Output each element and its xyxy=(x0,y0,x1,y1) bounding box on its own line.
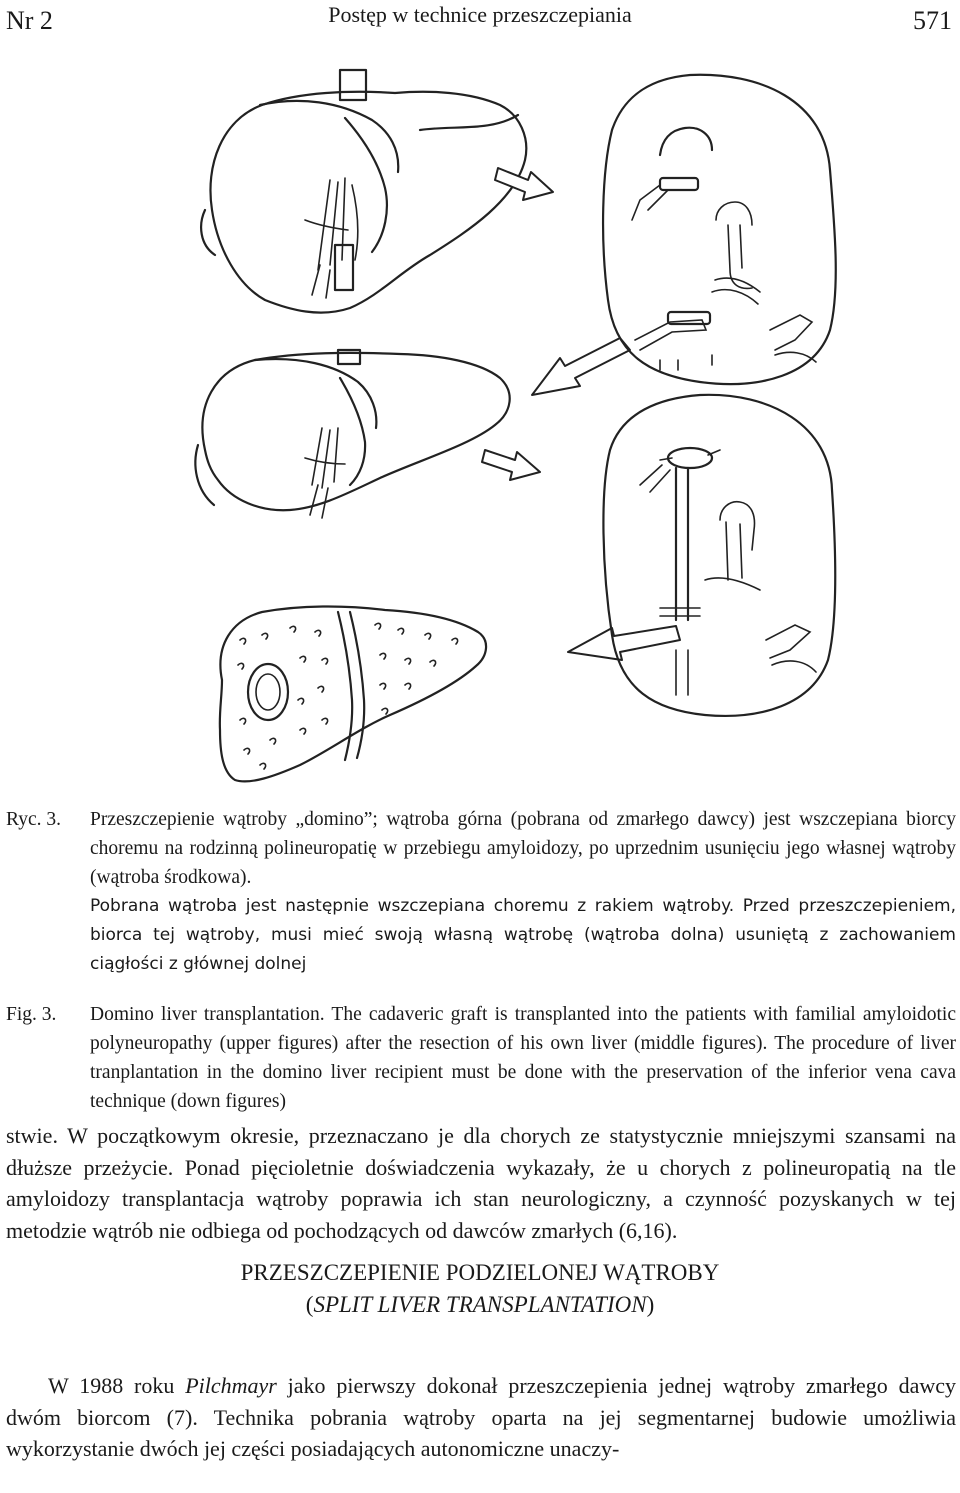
section-subheading xyxy=(0,1290,960,1320)
journal-section-title: Postęp w technice przeszczepiania xyxy=(328,2,632,27)
arrow-to-upper-circle xyxy=(495,168,553,200)
lower-liver-drawing xyxy=(220,606,486,781)
page-number: 571 xyxy=(913,6,952,35)
paragraph2-lead: W 1988 roku xyxy=(48,1373,186,1398)
arrow-to-lower-liver xyxy=(568,626,680,660)
issue-number: Nr 2 xyxy=(6,6,53,35)
running-header xyxy=(0,0,960,40)
section-heading: PRZESZCZEPIENIE PODZIELONEJ WĄTROBY xyxy=(240,1260,720,1285)
body-paragraph-1: stwie. W początkowym okresie, przeznaczano je dla chorych ze statystycznie mniejszymi szansami na dłuższe przeżycie. Ponad pięcioletnie doświadczenia wykazały, że u chorych z polineuropatią na tle amyloidozy transplantacja wątroby poprawia ich stan neurologiczny, a czynność pozyskanych w tej metodzie wątrób nie odbiega od pochodzących od dawców zmarłych (6,16). xyxy=(6,1123,956,1243)
figure-label-polish: Ryc. 3. xyxy=(6,809,62,830)
figure-caption-polish-text-continued: Pobrana wątroba jest następnie wszczepiana choremu z rakiem wątroby. Przed przeszczepieniem, biorca tej wątroby, musi mieć swoją własną wątrobę (wątroba dolna) usuniętą z zachowaniem ciągłości z głównej dolnej xyxy=(90,896,956,974)
figure-caption-polish-text: Przeszczepienie wątroby „domino”; wątroba górna (pobrana od zmarłego dawcy) jest wszczepiana biorcy choremu na rodzinną polineuropatię w przebiegu amyloidozy, po uprzednim usunięciu jego własnej wątroby (wątroba środkowa). xyxy=(90,809,956,888)
figure-caption-polish xyxy=(6,805,956,979)
subheading-open-paren: ( xyxy=(305,1292,314,1317)
upper-liver-drawing xyxy=(201,70,526,313)
subheading-close-paren: ) xyxy=(646,1292,655,1317)
figure-caption-english xyxy=(6,1000,956,1116)
upper-circle-drawing xyxy=(603,75,836,384)
middle-liver-drawing xyxy=(195,350,509,518)
domino-liver-transplant-illustration xyxy=(0,60,960,800)
figure-label-english: Fig. 3. xyxy=(6,1004,57,1025)
lower-circle-drawing xyxy=(603,395,835,716)
subheading-english-title: SPLIT LIVER TRANSPLANTATION xyxy=(313,1292,647,1317)
figure-caption-english-text: Domino liver transplantation. The cadaveric graft is transplanted into the patients with familial amyloidotic polyneuropathy (upper figures) after the resection of his own liver (middle figures). The procedure of liver tranplantation in the domino liver recipient must be done with the preservation of the inferior vena cava technique (down figures) xyxy=(90,1004,956,1112)
arrow-to-middle-liver xyxy=(532,338,630,395)
body-paragraph-2 xyxy=(6,1370,956,1465)
author-name: Pilchmayr xyxy=(185,1373,277,1398)
paragraph2-rest: jako pierwszy dokonał przeszczepienia jednej wątroby zmarłego dawcy dwóm biorcom (7). Technika pobrania wątroby oparta na jej segmentarnej budowie umożliwia wykorzystanie dwóch jej części posiadających autonomiczne unaczy- xyxy=(6,1373,956,1461)
arrow-to-lower-circle xyxy=(482,450,540,480)
